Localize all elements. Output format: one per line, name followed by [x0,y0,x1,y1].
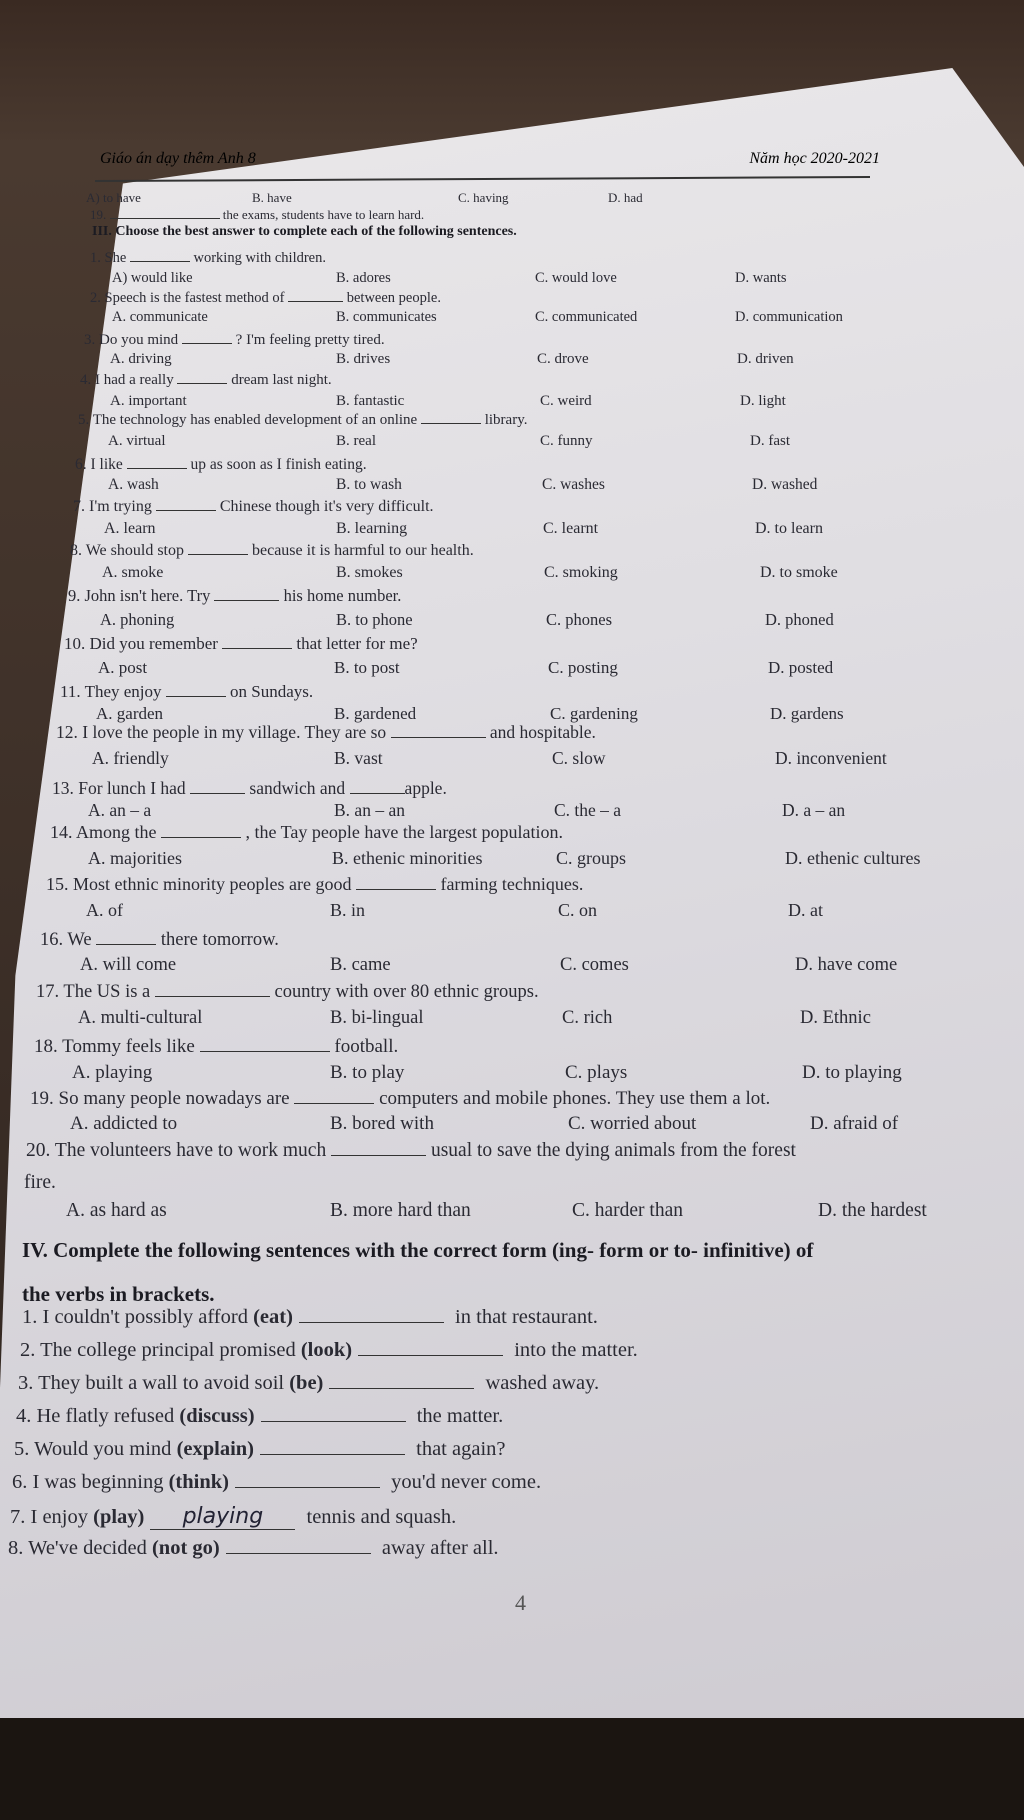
option-b[interactable]: B. gardened [334,704,417,723]
verb-in-brackets: (not go) [151,1537,220,1559]
answer-blank[interactable] [222,648,292,649]
question-text: usual to save the dying animals from the forest [426,1140,796,1161]
option-a[interactable]: A. playing [72,1062,153,1083]
question-text: country with over 80 ethnic groups. [269,982,539,1002]
option-c[interactable]: C. gardening [550,704,638,723]
option-a[interactable]: A. driving [110,351,172,367]
fill-in-item [14,1438,506,1461]
question-text: working with children. [189,250,326,266]
question-line [36,982,539,1003]
option-d[interactable]: D. inconvenient [775,748,887,768]
option-b[interactable]: B. learning [336,520,408,537]
answer-blank[interactable] [331,1155,426,1156]
question-text: and hospitable. [485,722,596,742]
question-line [56,722,596,743]
item-text: 2. The college principal promised [20,1339,301,1361]
question-text: football. [329,1036,399,1057]
answer-blank[interactable] [190,793,245,794]
answer-blank[interactable] [110,218,220,219]
option-c[interactable]: C. phones [546,610,612,629]
question-number: 8. [70,542,86,559]
fill-in-item [16,1405,503,1428]
option-b[interactable]: B. bored with [330,1113,434,1134]
question-text: Among the [76,822,162,842]
option-d[interactable]: D. driven [737,351,794,367]
option-c[interactable]: C. harder than [572,1200,684,1221]
option-a[interactable]: A. phoning [100,610,175,629]
question-text: I like [90,456,127,473]
item-text: the matter. [411,1405,504,1427]
question-number: 18. [34,1036,63,1057]
question-text: up as soon as I finish eating. [186,456,367,473]
question-line [78,412,527,429]
item-text: away after all. [376,1537,499,1559]
option-c[interactable]: C. funny [540,433,593,449]
option-d[interactable]: D. fast [750,433,790,449]
question-line [26,1140,796,1162]
verb-in-brackets: (play) [93,1506,145,1528]
option-c[interactable]: C. weird [540,393,592,409]
option-a: A) to have [86,190,141,205]
verb-in-brackets: (eat) [253,1306,293,1328]
question-number: 11. [60,682,85,701]
handwritten-answer: playing [182,1504,264,1529]
item-text: into the matter. [509,1339,638,1361]
question-number: 1. [90,250,105,266]
question-line [30,1088,770,1110]
option-a[interactable]: A. will come [80,955,177,975]
item-text: 7. I enjoy [10,1506,94,1528]
question-number: 14. [50,822,77,842]
option-a[interactable]: A. friendly [92,748,169,768]
option-c[interactable]: C. on [558,900,598,920]
question-line [60,682,313,702]
answer-blank[interactable] [350,793,405,794]
option-b[interactable]: B. came [330,955,391,975]
option-c: C. having [458,190,509,205]
option-b[interactable]: B. to play [330,1062,405,1083]
answer-blank[interactable] [356,889,436,890]
item-text: 6. I was beginning [12,1471,169,1493]
question-text: The US is a [63,982,155,1002]
question-text: the exams, students have to learn hard. [222,207,425,222]
question-line [90,290,441,307]
option-b[interactable]: B. communicates [336,309,437,325]
fill-in-item [10,1504,456,1530]
option-c[interactable]: C. groups [556,848,627,868]
question-text: John isn't here. Try [84,586,215,605]
question-line [75,456,367,474]
question-text: farming techniques. [435,874,584,894]
question-line [68,586,401,606]
verb-in-brackets: (think) [168,1471,229,1493]
answer-blank[interactable] [96,944,156,945]
item-text: 8. We've decided [8,1537,152,1559]
question-number: 12. [56,722,83,742]
option-d[interactable]: D. the hardest [818,1200,927,1221]
option-d[interactable]: D. gardens [770,704,844,723]
item-text: tennis and squash. [301,1506,457,1528]
answer-blank[interactable] [182,343,232,344]
question-text: ? I'm feeling pretty tired. [231,332,385,348]
option-a[interactable]: A. multi-cultural [78,1008,203,1028]
question-text: his home number. [279,586,402,605]
question-line [52,778,447,799]
answer-blank[interactable] [329,1388,474,1389]
item-text: you'd never come. [385,1471,542,1493]
answer-blank[interactable] [130,261,190,262]
question-text: there tomorrow. [156,930,279,950]
option-b[interactable]: B. an – an [334,800,405,820]
question-number: 2. [90,290,105,306]
option-b[interactable]: B. more hard than [330,1200,471,1221]
option-d[interactable]: D. to playing [802,1062,902,1083]
answer-blank[interactable] [261,1421,406,1422]
question-text: library. [480,412,528,428]
answer-blank[interactable] [214,600,279,601]
answer-blank[interactable] [155,996,270,997]
question-text: For lunch I had [78,778,191,798]
option-c[interactable]: C. worried about [568,1113,697,1134]
option-d[interactable]: D. a – an [782,800,846,820]
option-a[interactable]: A. of [86,900,123,920]
option-d: D. had [608,190,643,205]
question-text: I had a really [95,372,178,388]
question-line [73,498,434,516]
question-text: The technology has enabled development of an online [92,412,421,428]
item-text: 1. I couldn't possibly afford [22,1306,254,1328]
question-line [90,250,326,267]
question-line [70,542,474,560]
option-a[interactable]: A. an – a [88,800,152,820]
option-b[interactable]: B. smokes [336,564,403,581]
option-d[interactable]: D. light [740,393,786,409]
fill-in-item [12,1471,541,1494]
option-b[interactable]: B. fantastic [336,393,405,409]
option-c[interactable]: C. would love [535,270,617,286]
option-a[interactable]: A. important [110,393,187,409]
option-d[interactable]: D. to smoke [760,564,838,581]
question-continuation: fire. [24,1172,56,1193]
question-number: 13. [52,778,79,798]
question-text: , the Tay people have the largest population. [241,822,564,842]
question-line [84,332,385,349]
option-a[interactable]: A. post [98,658,148,677]
option-d[interactable]: D. washed [752,476,818,493]
option-d[interactable]: D. communication [735,309,843,325]
option-c[interactable]: C. communicated [535,309,638,325]
table-surface [0,1718,1024,1820]
option-c[interactable]: C. learnt [543,520,599,537]
section-3-title: III. Choose the best answer to complete each of the following sentences. [92,224,517,239]
page-header [100,150,880,176]
verb-in-brackets: (discuss) [179,1405,255,1427]
question-line [34,1036,398,1058]
question-number: 6. [75,456,91,473]
option-a[interactable]: A. virtual [108,433,166,449]
question-text: We [67,930,97,950]
answer-blank[interactable] [166,696,226,697]
option-d[interactable]: D. posted [768,658,834,677]
fill-in-item [20,1339,638,1362]
question-number: 19. [90,207,107,222]
header-right: Năm học 2020-2021 [749,150,880,167]
question-line [40,930,279,951]
question-number: 4. [80,372,95,388]
option-b[interactable]: B. to post [334,658,400,677]
item-text: that again? [411,1438,506,1460]
question-line [50,822,563,843]
question-text: She [104,250,130,266]
option-d[interactable]: D. at [788,900,823,920]
option-d[interactable]: D. phoned [765,610,834,629]
option-a[interactable]: A. learn [104,520,156,537]
option-b: B. have [252,190,292,205]
question-text: I'm trying [89,498,156,515]
option-c[interactable]: C. washes [542,476,605,493]
question-number: 9. [68,586,85,605]
option-a[interactable]: A. communicate [112,309,208,325]
question-number: 17. [36,982,64,1002]
question-text: We should stop [85,542,188,559]
question-number: 10. [64,634,90,653]
question-text: Do you mind [99,332,182,348]
question-number: 16. [40,930,68,950]
question-text: that letter for me? [292,634,418,653]
question-text: apple. [404,778,447,798]
option-c[interactable]: C. slow [552,748,606,768]
question-line [80,372,332,389]
question-text: The volunteers have to work much [54,1140,332,1161]
answer-blank[interactable] [161,837,241,838]
question-text: computers and mobile phones. They use them a lot. [374,1088,771,1109]
question-number: 19. [30,1088,59,1109]
question-text: dream last night. [227,372,332,388]
option-b[interactable]: B. adores [336,270,391,286]
answer-blank[interactable] [156,510,216,511]
question-text: Speech is the fastest method of [104,290,289,306]
question-text: Chinese though it's very difficult. [215,498,434,515]
question-text: So many people nowadays are [58,1088,295,1109]
option-b[interactable]: B. drives [336,351,391,367]
option-c[interactable]: C. posting [548,658,618,677]
answer-blank[interactable] [200,1051,330,1052]
question-text: on Sundays. [225,682,314,701]
option-b[interactable]: B. vast [334,748,383,768]
answer-blank[interactable] [358,1355,503,1356]
option-a[interactable]: A. addicted to [70,1113,178,1134]
answer-blank[interactable] [150,1504,295,1530]
answer-blank[interactable] [421,423,481,424]
answer-blank[interactable] [391,737,486,738]
option-d[interactable]: D. to learn [755,520,823,537]
option-a[interactable]: A. garden [96,704,164,723]
answer-blank[interactable] [235,1487,380,1488]
option-b[interactable]: B. to phone [336,610,413,629]
question-line [46,874,583,895]
question-text: They enjoy [84,682,166,701]
answer-blank[interactable] [288,301,343,302]
fill-in-item [18,1372,599,1395]
question-text: sandwich and [245,778,346,798]
question-text: Did you remember [89,634,223,653]
fill-in-item [8,1537,499,1560]
page-number: 4 [515,1590,526,1615]
option-a[interactable]: A. wash [108,476,159,493]
option-d[interactable]: D. afraid of [810,1113,899,1134]
answer-blank[interactable] [260,1454,405,1455]
verb-in-brackets: (look) [300,1339,353,1361]
question-text: Tommy feels like [62,1036,200,1057]
option-d[interactable]: D. ethenic cultures [785,848,921,868]
question-number: 3. [84,332,99,348]
question-number: 20. [26,1140,55,1161]
question-text: between people. [343,290,441,306]
answer-blank[interactable] [294,1103,374,1104]
option-c[interactable]: C. comes [560,955,629,975]
option-c[interactable]: C. the – a [554,800,622,820]
option-c[interactable]: C. smoking [544,564,618,581]
question-text: because it is harmful to our health. [247,542,474,559]
option-a[interactable]: A) would like [112,270,193,286]
option-b[interactable]: B. in [330,900,366,920]
answer-blank[interactable] [299,1322,444,1323]
item-text: washed away. [480,1372,600,1394]
answer-blank[interactable] [177,383,227,384]
section-4-title: IV. Complete the following sentences with the correct form (ing- form or to- infinitive) of [22,1238,814,1262]
question-text: Most ethnic minority peoples are good [73,874,356,894]
option-a[interactable]: A. majorities [88,848,182,868]
answer-blank[interactable] [127,468,187,469]
option-b[interactable]: B. ethenic minorities [332,848,483,868]
option-d[interactable]: D. wants [735,270,787,286]
answer-blank[interactable] [188,554,248,555]
verb-in-brackets: (be) [289,1372,324,1394]
question-number: 15. [46,874,73,894]
item-text: in that restaurant. [449,1306,598,1328]
question-number: 5. [78,412,93,428]
item-text: 5. Would you mind [14,1438,177,1460]
question-text: I love the people in my village. They are so [82,722,391,742]
option-a[interactable]: A. smoke [102,564,164,581]
answer-blank[interactable] [226,1553,371,1554]
option-d[interactable]: D. Ethnic [800,1008,871,1028]
header-left: Giáo án dạy thêm Anh 8 [100,150,256,167]
fill-in-item [22,1306,598,1329]
verb-in-brackets: (explain) [176,1438,255,1460]
option-c[interactable]: C. drove [537,351,589,367]
option-c[interactable]: C. plays [565,1062,628,1083]
question-line [64,634,418,654]
item-text: 3. They built a wall to avoid soil [18,1372,290,1394]
option-a[interactable]: A. as hard as [66,1200,167,1221]
item-text: 4. He flatly refused [16,1405,180,1427]
option-b[interactable]: B. bi-lingual [330,1008,424,1028]
section-4-title-2: the verbs in brackets. [22,1282,215,1306]
option-c[interactable]: C. rich [562,1008,613,1028]
option-b[interactable]: B. real [336,433,376,449]
option-b[interactable]: B. to wash [336,476,402,493]
option-d[interactable]: D. have come [795,955,898,975]
question-number: 7. [73,498,89,515]
